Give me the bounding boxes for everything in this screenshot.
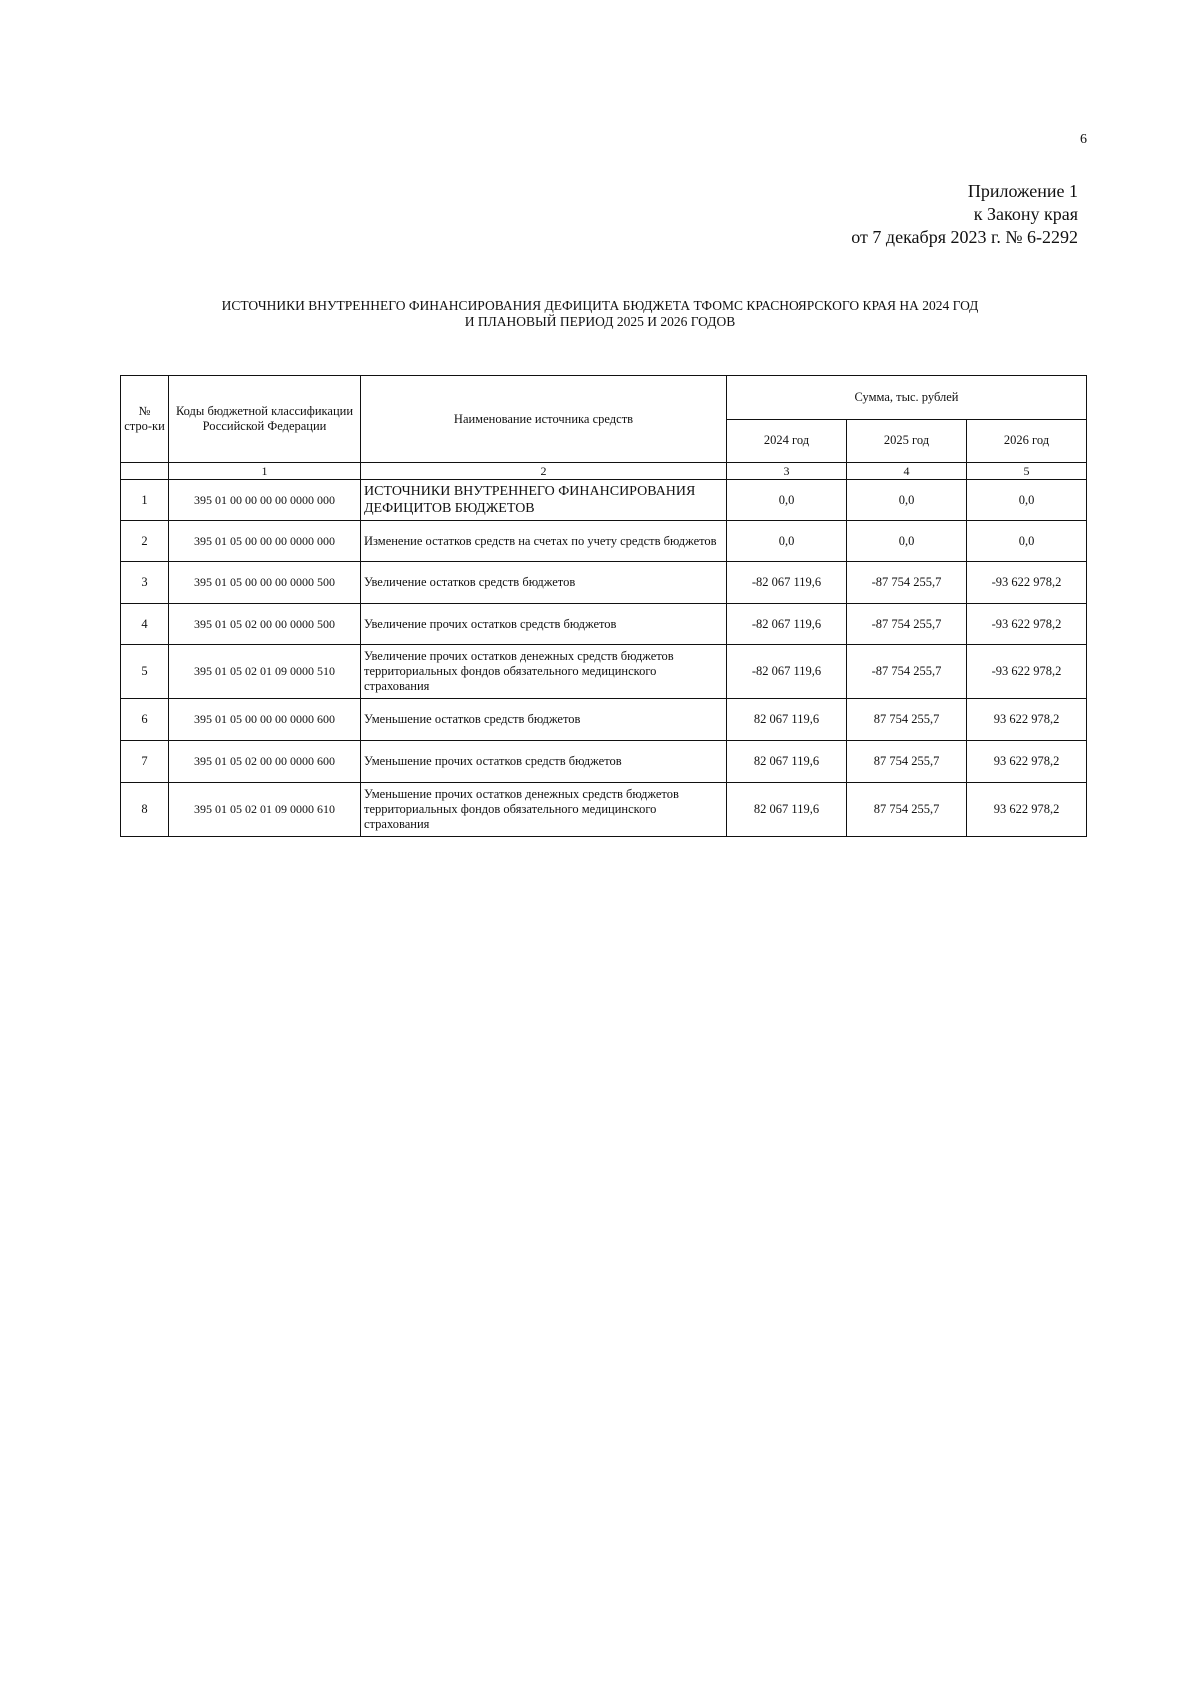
row-value-2024: -82 067 119,6: [727, 562, 847, 604]
row-value-2025: 87 754 255,7: [847, 741, 967, 783]
row-value-2026: 93 622 978,2: [967, 699, 1087, 741]
row-value-2026: -93 622 978,2: [967, 645, 1087, 699]
row-value-2025: -87 754 255,7: [847, 562, 967, 604]
column-index-cell: 3: [727, 463, 847, 480]
row-code: 395 01 05 02 00 00 0000 600: [169, 741, 361, 783]
row-value-2026: -93 622 978,2: [967, 562, 1087, 604]
header-year-2026: 2026 год: [967, 419, 1087, 463]
header-budget-codes: Коды бюджетной классификации Российской Федерации: [169, 376, 361, 463]
row-source-name: Увеличение прочих остатков средств бюджетов: [361, 604, 727, 645]
appendix-reference: [851, 180, 1078, 249]
header-row-number: № стро-ки: [121, 376, 169, 463]
row-number: 3: [121, 562, 169, 604]
header-source-name: Наименование источника средств: [361, 376, 727, 463]
table-row: [121, 521, 1087, 562]
row-value-2025: -87 754 255,7: [847, 645, 967, 699]
document-title: [120, 298, 1080, 330]
table-row: [121, 645, 1087, 699]
row-source-name: Уменьшение остатков средств бюджетов: [361, 699, 727, 741]
row-source-name: Уменьшение прочих остатков денежных средств бюджетов территориальных фондов обязательного медицинского страхования: [361, 783, 727, 837]
table-row: [121, 480, 1087, 521]
row-code: 395 01 05 00 00 00 0000 000: [169, 521, 361, 562]
column-index-cell: 5: [967, 463, 1087, 480]
row-value-2024: 82 067 119,6: [727, 741, 847, 783]
row-value-2024: -82 067 119,6: [727, 645, 847, 699]
row-number: 1: [121, 480, 169, 521]
row-value-2024: 82 067 119,6: [727, 699, 847, 741]
row-value-2024: 82 067 119,6: [727, 783, 847, 837]
row-code: 395 01 00 00 00 00 0000 000: [169, 480, 361, 521]
row-value-2026: 93 622 978,2: [967, 783, 1087, 837]
row-value-2026: 93 622 978,2: [967, 741, 1087, 783]
row-number: 6: [121, 699, 169, 741]
document-title-line-2: И ПЛАНОВЫЙ ПЕРИОД 2025 И 2026 ГОДОВ: [464, 314, 736, 329]
table-row: [121, 562, 1087, 604]
row-value-2026: 0,0: [967, 480, 1087, 521]
appendix-line-1: Приложение 1: [967, 181, 1078, 201]
row-source-name: Изменение остатков средств на счетах по учету средств бюджетов: [361, 521, 727, 562]
row-source-name: Увеличение остатков средств бюджетов: [361, 562, 727, 604]
row-code: 395 01 05 02 01 09 0000 510: [169, 645, 361, 699]
row-number: 4: [121, 604, 169, 645]
row-value-2025: 0,0: [847, 480, 967, 521]
header-year-2024: 2024 год: [727, 419, 847, 463]
row-value-2024: -82 067 119,6: [727, 604, 847, 645]
table-row: [121, 699, 1087, 741]
column-index-row: [121, 463, 1087, 480]
header-sum: Сумма, тыс. рублей: [727, 376, 1087, 420]
row-number: 2: [121, 521, 169, 562]
table-row: [121, 741, 1087, 783]
column-index-cell: 1: [169, 463, 361, 480]
document-title-line-1: ИСТОЧНИКИ ВНУТРЕННЕГО ФИНАНСИРОВАНИЯ ДЕФИЦИТА БЮДЖЕТА ТФОМС КРАСНОЯРСКОГО КРАЯ НА 2024 ГОД: [221, 298, 979, 313]
row-code: 395 01 05 02 01 09 0000 610: [169, 783, 361, 837]
row-source-name: Увеличение прочих остатков денежных средств бюджетов территориальных фондов обязательного медицинского страхования: [361, 645, 727, 699]
row-source-name: ИСТОЧНИКИ ВНУТРЕННЕГО ФИНАНСИРОВАНИЯ ДЕФИЦИТОВ БЮДЖЕТОВ: [361, 480, 727, 521]
financing-sources-table: [120, 375, 1087, 837]
row-number: 7: [121, 741, 169, 783]
row-value-2024: 0,0: [727, 480, 847, 521]
row-value-2026: -93 622 978,2: [967, 604, 1087, 645]
row-code: 395 01 05 02 00 00 0000 500: [169, 604, 361, 645]
row-source-name: Уменьшение прочих остатков средств бюджетов: [361, 741, 727, 783]
row-number: 8: [121, 783, 169, 837]
row-value-2024: 0,0: [727, 521, 847, 562]
row-number: 5: [121, 645, 169, 699]
row-value-2025: 87 754 255,7: [847, 783, 967, 837]
appendix-line-3: от 7 декабря 2023 г. № 6-2292: [851, 227, 1078, 247]
column-index-cell: 2: [361, 463, 727, 480]
column-index-cell: [121, 463, 169, 480]
row-code: 395 01 05 00 00 00 0000 500: [169, 562, 361, 604]
table-row: [121, 783, 1087, 837]
appendix-line-2: к Закону края: [973, 204, 1078, 224]
row-value-2025: 87 754 255,7: [847, 699, 967, 741]
table-header-row: [121, 376, 1087, 420]
row-code: 395 01 05 00 00 00 0000 600: [169, 699, 361, 741]
row-value-2026: 0,0: [967, 521, 1087, 562]
row-value-2025: -87 754 255,7: [847, 604, 967, 645]
header-year-2025: 2025 год: [847, 419, 967, 463]
row-value-2025: 0,0: [847, 521, 967, 562]
page-number: 6: [1080, 132, 1087, 147]
table-row: [121, 604, 1087, 645]
column-index-cell: 4: [847, 463, 967, 480]
